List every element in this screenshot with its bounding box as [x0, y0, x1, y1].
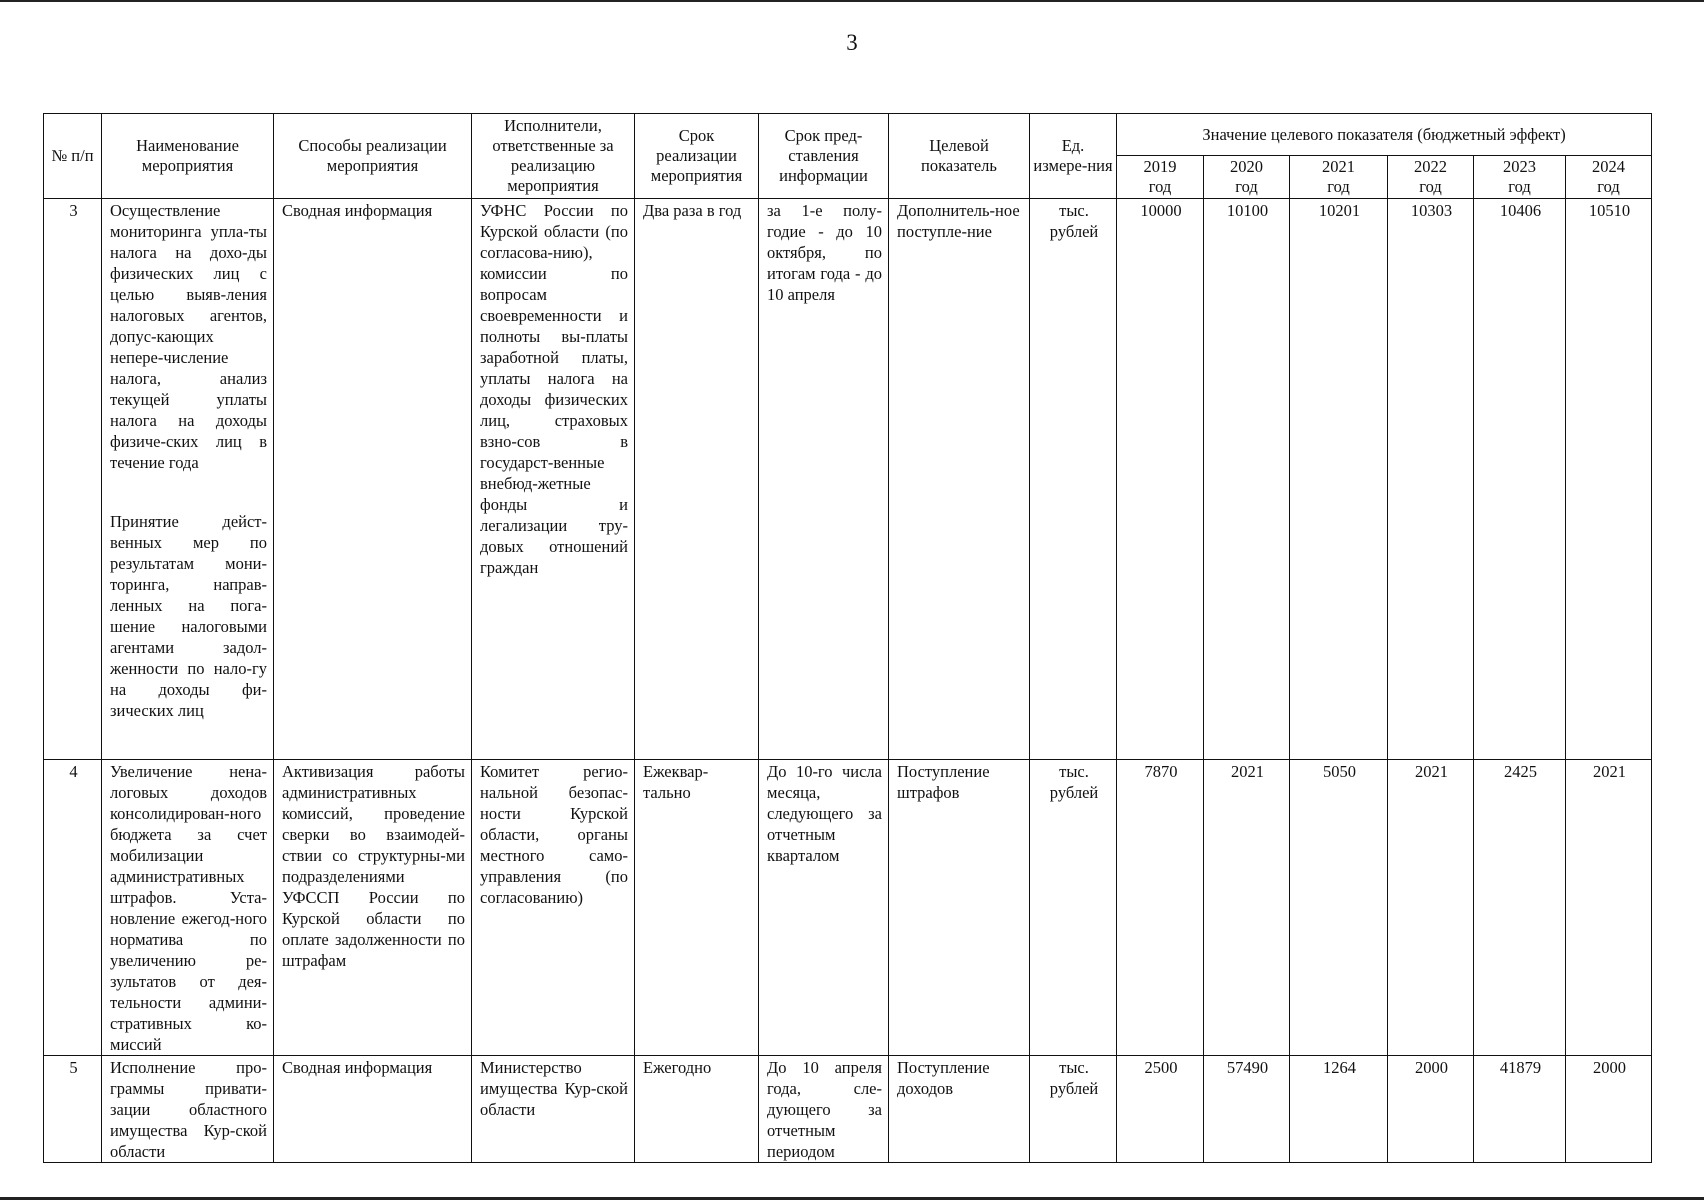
- row-indicator: Поступление доходов: [889, 1056, 1030, 1163]
- row-value-2024: 2021: [1566, 760, 1652, 1056]
- row-value-2024: 2000: [1566, 1056, 1652, 1163]
- row-value-2022: 10303: [1388, 199, 1474, 760]
- row-unit: тыс. рублей: [1030, 1056, 1117, 1163]
- row-name: Осуществление мониторинга упла-ты налога на дохо-ды физических лиц с целью выяв-ления налоговых агентов, допус-кающих непере-числение налога, анализ текущей уплаты налога на доходы физиче-ских лиц в течение года Принятие дейст-венных мер по результатам мони-торинга, направ-ленных на пога-шение налоговыми агентами задол-женности по нало-гу на доходы фи-зических лиц: [102, 199, 274, 760]
- header-methods: Способы реализации мероприятия: [274, 114, 472, 199]
- row-report-term: До 10-го числа месяца, следующего за отчетным кварталом: [759, 760, 889, 1056]
- header-num: № п/п: [44, 114, 102, 199]
- row-value-2021: 5050: [1290, 760, 1388, 1056]
- row-value-2021: 1264: [1290, 1056, 1388, 1163]
- row-executors: Министерство имущества Кур-ской области: [472, 1056, 635, 1163]
- table-row: [44, 199, 1652, 760]
- header-name: Наименование мероприятия: [102, 114, 274, 199]
- header-target-value: Значение целевого показателя (бюджетный эффект): [1117, 114, 1652, 156]
- row-term: Ежеквар-тально: [635, 760, 759, 1056]
- row-executors: УФНС России по Курской области (по согласова-нию), комиссии по вопросам своевременности и полноты вы-платы заработной платы, уплаты налога на доходы физических лиц, страховых взно-сов в государст-венные внебюд-жетные фонды и легализации тру-довых отношений граждан: [472, 199, 635, 760]
- row-value-2019: 10000: [1117, 199, 1204, 760]
- row-value-2023: 2425: [1474, 760, 1566, 1056]
- row-value-2021: 10201: [1290, 199, 1388, 760]
- measures-table: [43, 113, 1652, 1163]
- row-report-term: за 1-е полу-годие - до 10 октября, по итогам года - до 10 апреля: [759, 199, 889, 760]
- row-value-2020: 57490: [1204, 1056, 1290, 1163]
- header-row-1: [44, 114, 1652, 156]
- row-unit: тыс. рублей: [1030, 199, 1117, 760]
- row-value-2019: 7870: [1117, 760, 1204, 1056]
- row-report-term: До 10 апреля года, сле-дующего за отчетным периодом: [759, 1056, 889, 1163]
- row-name: Увеличение нена-логовых доходов консолидирован-ного бюджета за счет мобилизации административных штрафов. Уста-новление ежегод-ного норматива по увеличению ре-зультатов от дея-тельности админи-стративных ко-миссий: [102, 760, 274, 1056]
- row-name: Исполнение про-граммы привати-зации областного имущества Кур-ской области: [102, 1056, 274, 1163]
- page-number: 3: [846, 30, 858, 55]
- header-year-2023: 2023 год: [1474, 156, 1566, 199]
- table-row: [44, 760, 1652, 1056]
- header-year-2019: 2019 год: [1117, 156, 1204, 199]
- row-num: 4: [44, 760, 102, 1056]
- header-year-2022: 2022 год: [1388, 156, 1474, 199]
- header-executors: Исполнители, ответственные за реализацию мероприятия: [472, 114, 635, 199]
- row-value-2024: 10510: [1566, 199, 1652, 760]
- header-indicator: Целевой показатель: [889, 114, 1030, 199]
- row-value-2022: 2021: [1388, 760, 1474, 1056]
- row-executors: Комитет регио-нальной безопас-ности Курской области, органы местного само-управления (по согласованию): [472, 760, 635, 1056]
- header-unit: Ед. измере-ния: [1030, 114, 1117, 199]
- row-value-2020: 2021: [1204, 760, 1290, 1056]
- row-methods: Сводная информация: [274, 1056, 472, 1163]
- scan-edge-top: [0, 0, 1704, 2]
- row-value-2022: 2000: [1388, 1056, 1474, 1163]
- header-year-2020: 2020 год: [1204, 156, 1290, 199]
- header-term: Срок реализации мероприятия: [635, 114, 759, 199]
- row-num: 3: [44, 199, 102, 760]
- row-value-2023: 10406: [1474, 199, 1566, 760]
- row-unit: тыс. рублей: [1030, 760, 1117, 1056]
- header-year-2021: 2021 год: [1290, 156, 1388, 199]
- row-value-2020: 10100: [1204, 199, 1290, 760]
- row-value-2023: 41879: [1474, 1056, 1566, 1163]
- row-value-2019: 2500: [1117, 1056, 1204, 1163]
- header-report-term: Срок пред-ставления информации: [759, 114, 889, 199]
- row-indicator: Дополнитель-ное поступле-ние: [889, 199, 1030, 760]
- row-term: Ежегодно: [635, 1056, 759, 1163]
- row-methods: Сводная информация: [274, 199, 472, 760]
- row-term: Два раза в год: [635, 199, 759, 760]
- row-num: 5: [44, 1056, 102, 1163]
- row-methods: Активизация работы административных комиссий, проведение сверки во взаимодей-ствии со структурны-ми подразделениями УФССП России по Курской области по оплате задолженности по штрафам: [274, 760, 472, 1056]
- header-year-2024: 2024 год: [1566, 156, 1652, 199]
- table-row: [44, 1056, 1652, 1163]
- row-indicator: Поступление штрафов: [889, 760, 1030, 1056]
